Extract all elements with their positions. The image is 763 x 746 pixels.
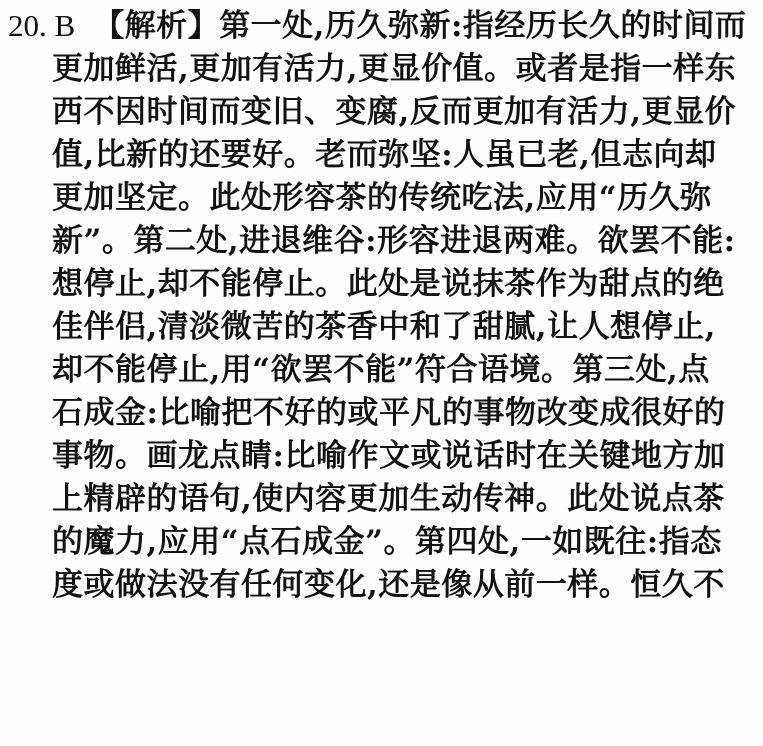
- analysis-tag: 【解析】: [93, 8, 220, 44]
- explanation-line: 佳伴侣,清淡微苦的茶香中和了甜腻,让人想停止,: [52, 309, 716, 345]
- explanation-line-first: [8, 8, 746, 44]
- explanation-line: 值,比新的还要好。老而弥坚:人虽已老,但志向却: [52, 137, 717, 173]
- explanation-line: 石成金:比喻把不好的或平凡的事物改变成很好的: [52, 395, 726, 431]
- explanation-line: 度或做法没有任何变化,还是像从前一样。恒久不: [52, 567, 725, 603]
- explanation-line: 却不能停止,用“欲罢不能”符合语境。第三处,点: [52, 352, 710, 388]
- answer-number: 20. B: [8, 8, 76, 43]
- explanation-line: 的魔力,应用“点石成金”。第四处,一如既往:指态: [52, 524, 722, 560]
- explanation-text-first: 第一处,历久弥新:指经历长久的时间而: [219, 8, 747, 44]
- explanation-line: 想停止,却不能停止。此处是说抹茶作为甜点的绝: [52, 266, 725, 302]
- explanation-line: 事物。画龙点睛:比喻作文或说话时在关键地方加: [52, 438, 726, 474]
- explanation-line: 西不因时间而变旧、变腐,反而更加有活力,更显价: [52, 94, 737, 130]
- explanation-line: 更加鲜活,更加有活力,更显价值。或者是指一样东: [52, 51, 737, 87]
- explanation-line: 新”。第二处,进退维谷:形容进退两难。欲罢不能:: [52, 223, 736, 259]
- explanation-line: 上精辟的语句,使内容更加生动传神。此处说点茶: [52, 481, 725, 517]
- explanation-line: 更加坚定。此处形容茶的传统吃法,应用“历久弥: [52, 180, 712, 216]
